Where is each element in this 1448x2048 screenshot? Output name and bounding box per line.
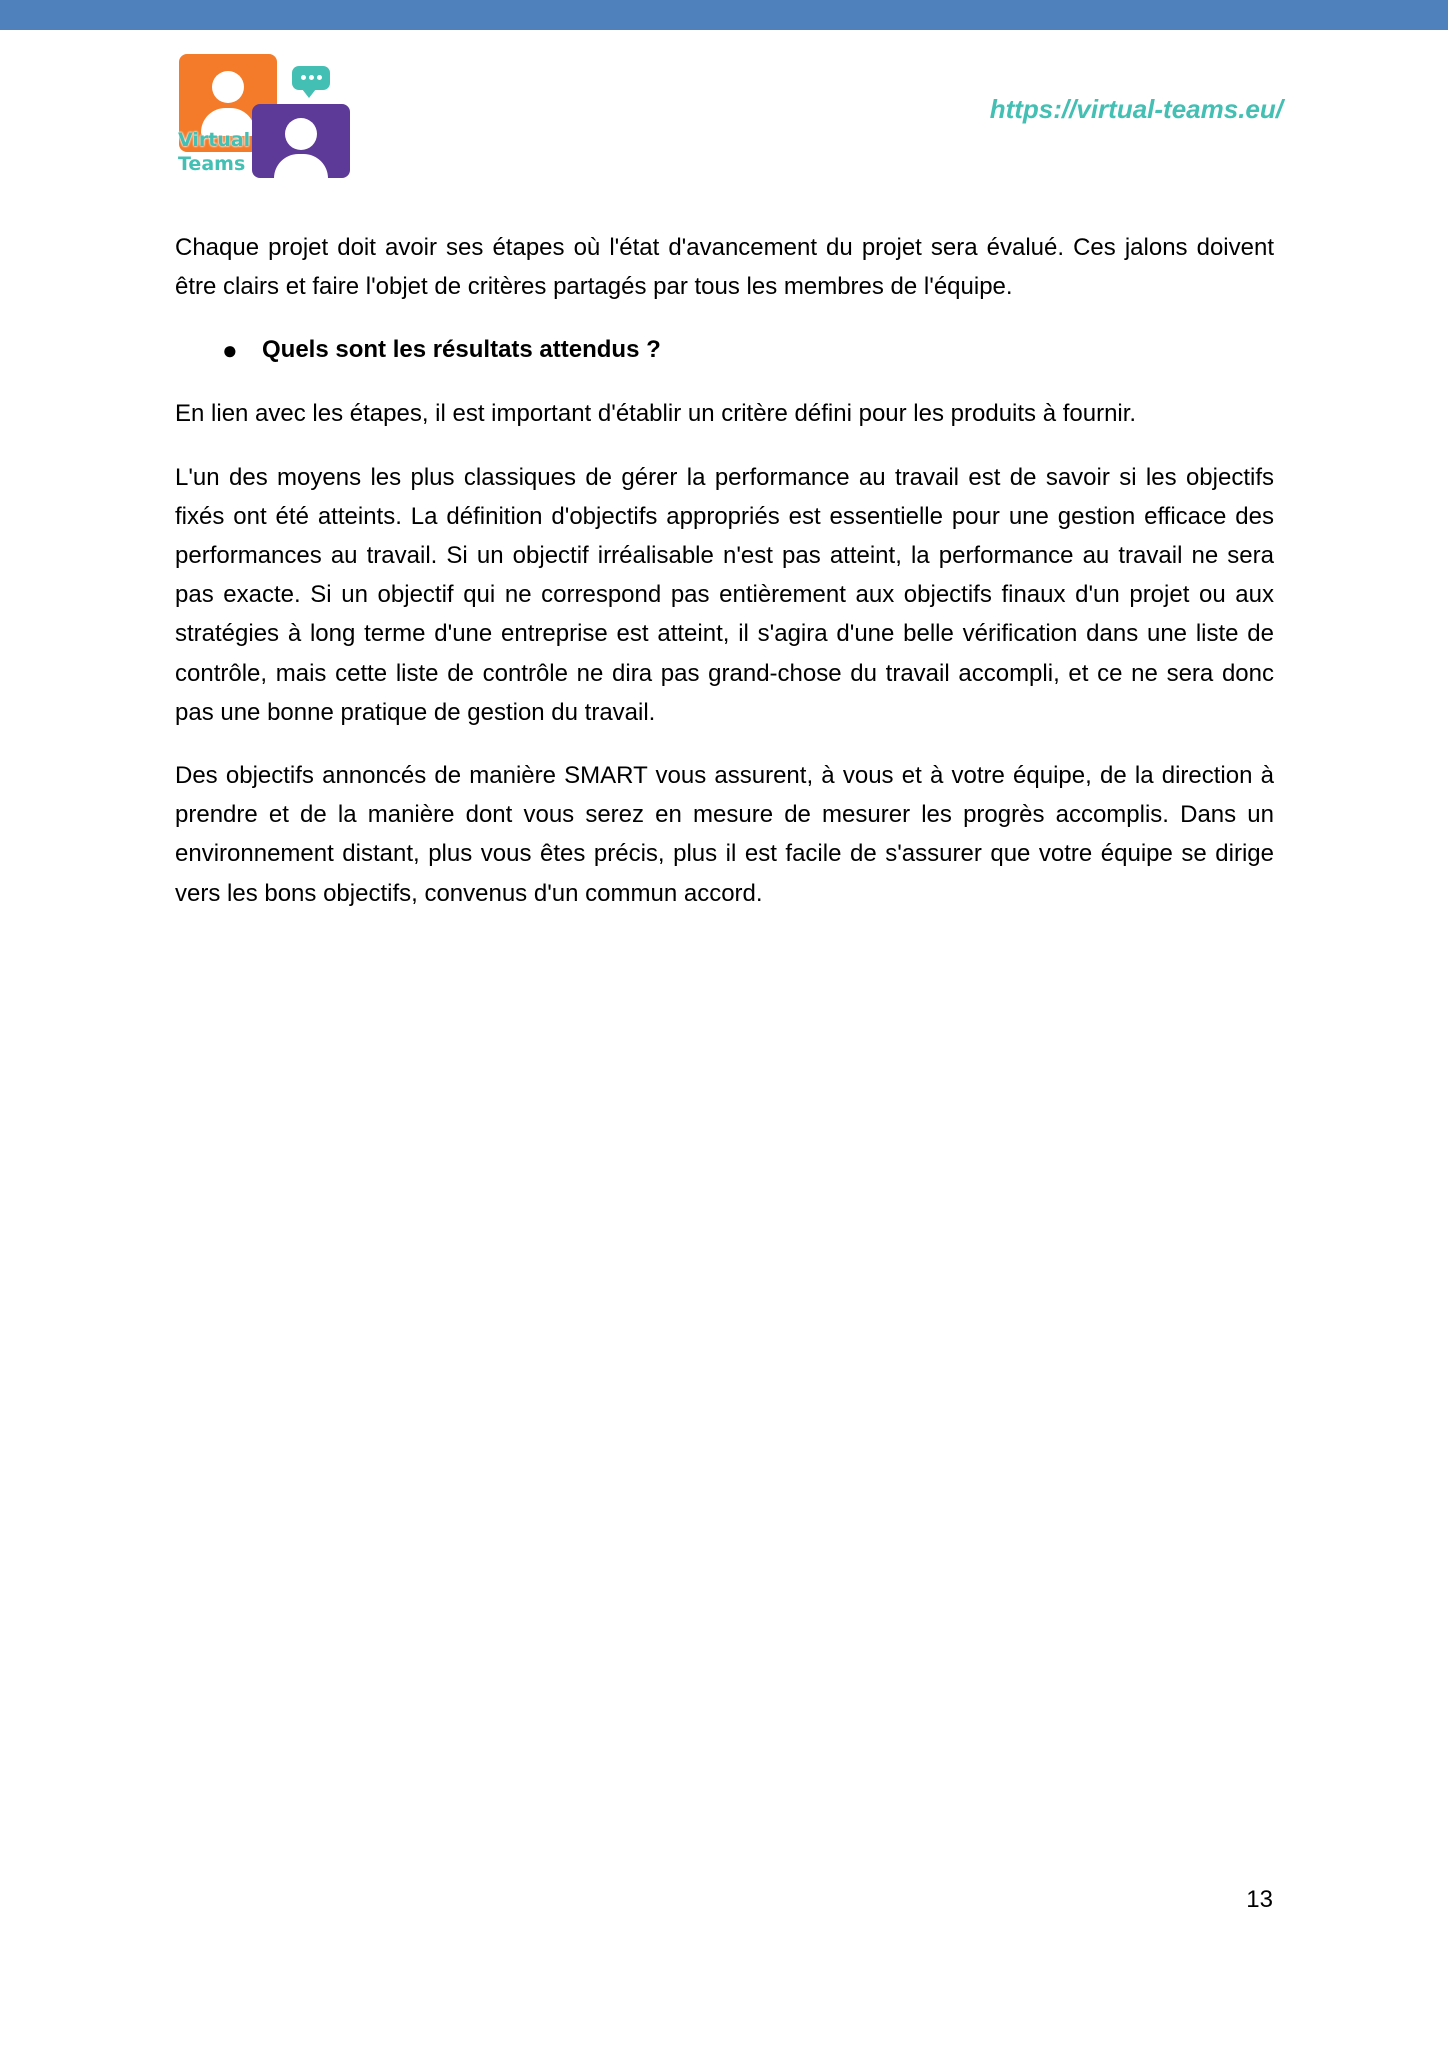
chat-dot	[317, 75, 322, 80]
smart-objectives-paragraph: Des objectifs annoncés de manière SMART vous assurent, à vous et à votre équipe, de la direction à prendre et de la manière dont vous serez en mesure de mesurer les progrès accomplis. Dans un environnement distant, plus vous êtes précis, plus il est facile de s'assurer que votre équipe se dirige vers les bons objectifs, convenus d'un commun accord.	[175, 762, 1274, 907]
page-number: 13	[1246, 1886, 1273, 1913]
milestones-paragraph: Chaque projet doit avoir ses étapes où l'état d'avancement du projet sera évalué. Ces jalons doivent être clairs et faire l'objet de critères partagés par tous les membres de l'équipe.	[175, 234, 1274, 301]
logo-text-teams: Teams	[178, 153, 246, 175]
expected-results-heading: Quels sont les résultats attendus ?	[262, 336, 661, 364]
header-url-link[interactable]: https://virtual-teams.eu/	[989, 94, 1283, 124]
chat-dot	[309, 75, 314, 80]
deliverables-paragraph: En lien avec les étapes, il est important d'établir un critère défini pour les produits à fournir.	[175, 400, 1137, 428]
document-content	[175, 228, 1274, 937]
orange-person-head	[212, 71, 244, 103]
logo-wordmark	[178, 128, 252, 176]
logo-text-virtual: Virtual	[178, 129, 251, 151]
chat-dots-icon	[301, 75, 323, 81]
performance-paragraph: L'un des moyens les plus classiques de gérer la performance au travail est de savoir si les objectifs fixés ont été atteints. La définition d'objectifs appropriés est essentielle pour une gestion efficace des performances au travail. Si un objectif irréalisable n'est pas atteint, la performance au travail ne sera pas exacte. Si un objectif qui ne correspond pas entièrement aux objectifs finaux d'un projet ou aux stratégies à long terme d'une entreprise est atteint, il s'agira d'une belle vérification dans une liste de contrôle, mais cette liste de contrôle ne dira pas grand-chose du travail accompli, et ce ne sera donc pas une bonne pratique de gestion du travail.	[175, 463, 1274, 726]
purple-person-head	[285, 118, 317, 150]
chat-dot	[301, 75, 306, 80]
virtual-teams-logo	[175, 52, 353, 180]
purple-person-icon	[252, 104, 350, 178]
chat-bubble-icon	[292, 66, 330, 90]
expected-results-bullet	[175, 330, 1274, 370]
bullet-icon: ●	[222, 335, 238, 366]
purple-person-body	[274, 154, 328, 182]
top-header-bar	[0, 0, 1448, 30]
